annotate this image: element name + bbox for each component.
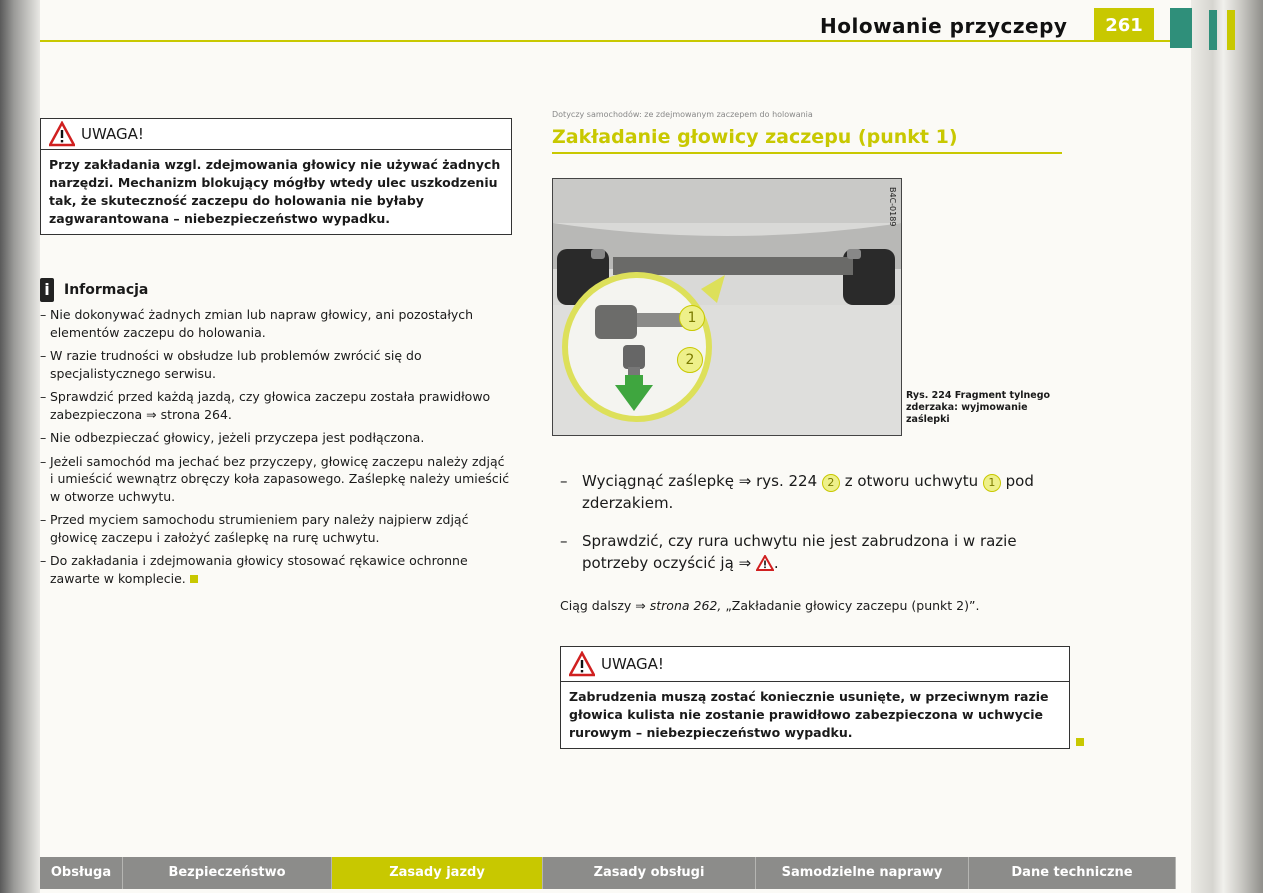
figure-caption: Rys. 224 Fragment tylnego zderzaka: wyjmowanie zaślepki: [906, 390, 1051, 425]
breadcrumb: Dotyczy samochodów: ze zdejmowanym zaczepem do holowania: [552, 110, 813, 119]
info-list: [40, 306, 510, 593]
info-item: – W razie trudności w obsłudze lub problemów zwrócić się do specjalistycznego serwisu.: [40, 347, 510, 382]
header-accent: [1170, 8, 1192, 48]
info-item-text: Sprawdzić przed każdą jazdą, czy głowica zaczepu została prawidłowo zabezpieczona ⇒ strona 264.: [50, 389, 491, 422]
callout-ref-1: 1: [983, 474, 1001, 492]
warning-header: [41, 119, 511, 150]
step-1-post: pod zderzakiem.: [582, 472, 1034, 512]
info-item-text: Do zakładania i zdejmowania głowicy stosować rękawice ochronne zawarte w komplecie.: [50, 553, 468, 586]
warning-box-left: [40, 118, 512, 235]
warning-triangle-icon: [49, 121, 75, 147]
nav-item-bezpieczenstwo[interactable]: Bezpieczeństwo: [123, 857, 332, 889]
page-number: 261: [1094, 8, 1154, 42]
info-item: – Jeżeli samochód ma jechać bez przyczepy, głowicę zaczepu należy zdjąć i umieścić wewnątrz obręczy koła zapasowego. Zaślepkę należy umieścić w otworze uchwytu.: [40, 453, 510, 506]
end-marker: [190, 575, 198, 583]
nav-item-zasady-obslugi[interactable]: Zasady obsługi: [543, 857, 756, 889]
step-2-text: Sprawdzić, czy rura uchwytu nie jest zabrudzona i w razie potrzeby oczyścić ją ⇒ .: [582, 532, 1017, 572]
step-2-body: Sprawdzić, czy rura uchwytu nie jest zabrudzona i w razie potrzeby oczyścić ją ⇒: [582, 532, 1017, 572]
bumper-illustration: [553, 179, 901, 435]
callout-ref-2: 2: [822, 474, 840, 492]
figure-rear-bumper: [552, 178, 902, 436]
chapter-nav: [40, 857, 1176, 889]
step-1-pre: Wyciągnąć zaślepkę ⇒ rys. 224: [582, 472, 818, 490]
warning-triangle-icon: [569, 651, 595, 677]
step-1: [560, 470, 1060, 520]
warning-label: UWAGA!: [81, 125, 144, 143]
info-item: – Nie dokonywać żadnych zmian lub napraw głowicy, ani pozostałych elementów zaczepu do holowania.: [40, 306, 510, 341]
step-dash: –: [560, 532, 568, 550]
step-1-text: [582, 470, 1062, 514]
callout-1: 1: [679, 305, 705, 331]
info-icon: i: [40, 278, 54, 302]
info-item: [40, 552, 510, 587]
nav-item-zasady-jazdy[interactable]: Zasady jazdy: [332, 857, 543, 889]
info-header: [40, 278, 148, 302]
continuation-post: „Zakładanie głowicy zaczepu (punkt 2)”.: [725, 598, 980, 613]
continuation-link[interactable]: strona 262,: [649, 598, 722, 613]
info-item: [40, 388, 510, 423]
step-2: [560, 530, 1060, 580]
warning-ref-icon[interactable]: [756, 555, 774, 571]
warning-box-right: [560, 646, 1070, 749]
warning-header: [561, 647, 1069, 682]
figure-code: B4C-0189: [888, 187, 897, 227]
info-item: – Przed myciem samochodu strumieniem pary należy najpierw zdjąć głowicę zaczepu i założyć zaślepkę na rurę uchwytu.: [40, 511, 510, 546]
edge-tab-yellow: [1227, 10, 1235, 50]
edge-tab-teal: [1209, 10, 1217, 50]
page-edges: [1191, 0, 1263, 893]
header-rule: [40, 40, 1170, 42]
nav-item-dane-techniczne[interactable]: Dane techniczne: [969, 857, 1176, 889]
continuation-pre: Ciąg dalszy ⇒: [560, 598, 646, 613]
warning-text: Przy zakładania wzgl. zdejmowania głowicy nie używać żadnych narzędzi. Mechanizm blokujący mógłby wtedy ulec uszkodzeniu tak, że skuteczność zaczepu do holowania nie byłaby zagwarantowana – niebezpieczeństwo wypadku.: [49, 157, 501, 226]
info-item: – Nie odbezpieczać głowicy, jeżeli przyczepa jest podłączona.: [40, 429, 510, 447]
nav-item-samodzielne-naprawy[interactable]: Samodzielne naprawy: [756, 857, 969, 889]
nav-item-obsluga[interactable]: Obsługa: [40, 857, 123, 889]
binding-shadow: [0, 0, 40, 893]
page-title: Holowanie przyczepy: [820, 14, 1068, 38]
step-dash: –: [560, 472, 568, 490]
callout-2: 2: [677, 347, 703, 373]
section-rule: [552, 152, 1062, 154]
end-marker: [1076, 738, 1084, 746]
warning-text: Zabrudzenia muszą zostać koniecznie usunięte, w przeciwnym razie głowica kulista nie zostanie prawidłowo zabezpieczona w uchwycie rurowym – niebezpieczeństwo wypadku.: [569, 689, 1049, 740]
section-title: Zakładanie głowicy zaczepu (punkt 1): [552, 126, 958, 148]
step-1-mid: z otworu uchwytu: [844, 472, 979, 490]
info-label: Informacja: [64, 282, 149, 298]
continuation-note: [560, 598, 979, 613]
warning-label: UWAGA!: [601, 655, 664, 673]
